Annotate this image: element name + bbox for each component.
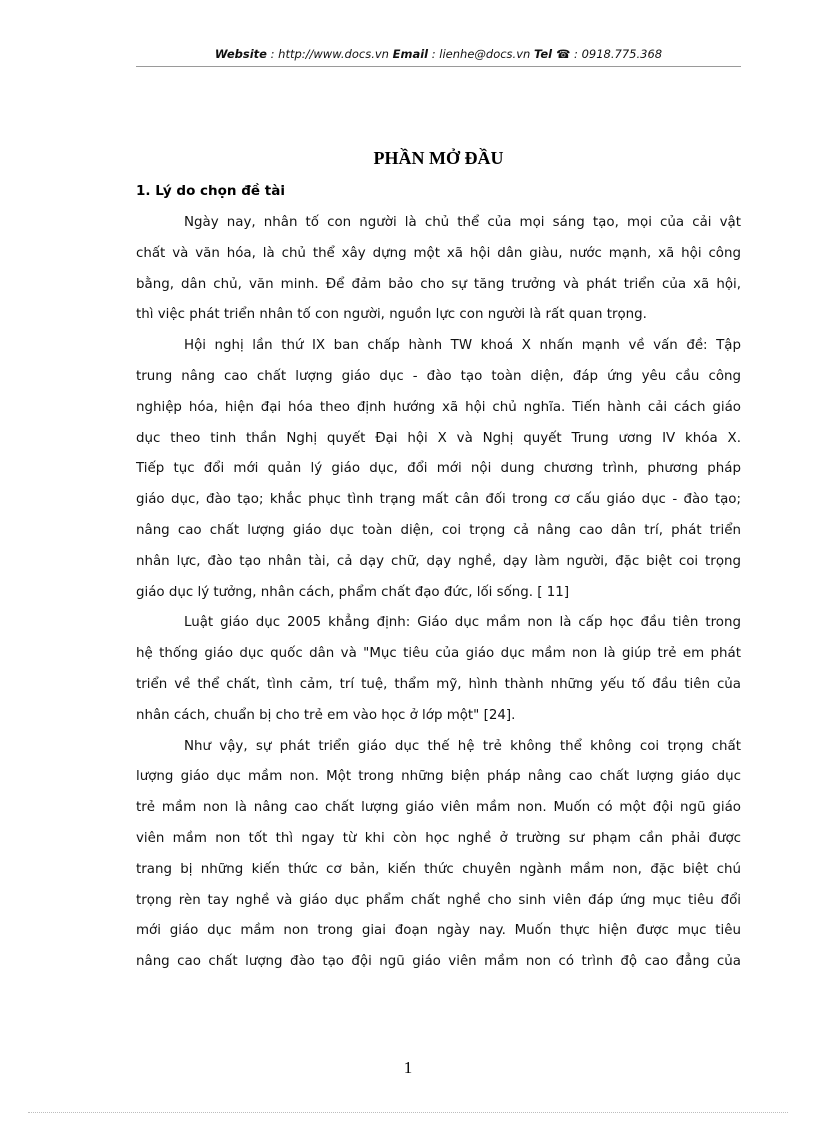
page-header: [136, 47, 741, 61]
text-line: trung nâng cao chất lượng giáo dục - đào tạo toàn diện, đáp ứng yêu cầu công: [136, 368, 741, 384]
email-link[interactable]: lienhe@docs.vn: [439, 47, 531, 61]
website-sep: :: [266, 47, 279, 61]
page-bottom-divider: [28, 1112, 788, 1113]
text-line: nhân lực, đào tạo nhân tài, cả dạy chữ, dạy nghề, dạy làm người, đặc biệt coi trọng: [136, 553, 741, 569]
tel-sep: :: [570, 47, 582, 61]
text-line: giáo dục lý tưởng, nhân cách, phẩm chất đạo đức, lối sống. [ 11]: [136, 584, 570, 600]
text-line: viên mầm non tốt thì ngay từ khi còn học nghề ở trường sư phạm cần phải được: [136, 830, 741, 846]
text-line: trọng rèn tay nghề và giáo dục phẩm chất nghề cho sinh viên đáp ứng mục tiêu đổi: [136, 892, 741, 908]
text-line: Ngày nay, nhân tố con người là chủ thể của mọi sáng tạo, mọi của cải vật: [184, 215, 741, 230]
header-divider: [136, 66, 741, 67]
text-line: dục theo tinh thần Nghị quyết Đại hội X và Nghị quyết Trung ương IV khóa X.: [136, 430, 741, 446]
tel-label: Tel ☎: [533, 47, 571, 61]
text-line: thì việc phát triển nhân tố con người, nguồn lực con người là rất quan trọng.: [136, 307, 647, 323]
website-link[interactable]: http://www.docs.vn: [278, 47, 389, 61]
email-label: Email: [392, 47, 429, 61]
text-line: trang bị những kiến thức cơ bản, kiến thức chuyên ngành mầm non, đặc biệt chú: [136, 861, 741, 877]
text-line: mới giáo dục mầm non trong giai đoạn ngày nay. Muốn thực hiện được mục tiêu: [136, 923, 741, 939]
text-line: Tiếp tục đổi mới quản lý giáo dục, đổi mới nội dung chương trình, phương pháp: [136, 461, 741, 477]
text-line: bằng, dân chủ, văn minh. Để đảm bảo cho sự tăng trưởng và phát triển của xã hội,: [136, 276, 741, 292]
tel-value: 0918.775.368: [581, 47, 663, 61]
text-line: giáo dục, đào tạo; khắc phục tình trạng mất cân đối trong cơ cấu giáo dục - đào tạo;: [136, 492, 741, 508]
text-line: triển về thể chất, tình cảm, trí tuệ, thẩm mỹ, hình thành những yếu tố đầu tiên của: [136, 676, 741, 692]
text-line: hệ thống giáo dục quốc dân và "Mục tiêu của giáo dục mầm non là giúp trẻ em phát: [136, 646, 741, 662]
text-line: Hội nghị lần thứ IX ban chấp hành TW khoá X nhấn mạnh về vấn đề: Tập: [184, 338, 741, 354]
text-line: nghiệp hóa, hiện đại hóa theo định hướng xã hội chủ nghĩa. Tiến hành cải cách giáo: [136, 399, 741, 415]
page-number: 1: [403, 1058, 413, 1077]
text-line: nhân cách, chuẩn bị cho trẻ em vào học ở lớp một" [24].: [136, 707, 516, 723]
website-label: Website: [214, 47, 267, 61]
text-line: Như vậy, sự phát triển giáo dục thế hệ trẻ không thể không coi trọng chất: [184, 738, 741, 754]
email-sep: :: [428, 47, 440, 61]
text-line: chất và văn hóa, là chủ thể xây dựng một xã hội dân giàu, nước mạnh, xã hội công: [136, 245, 741, 261]
text-line: nâng cao chất lượng giáo dục toàn diện, coi trọng cả nâng cao dân trí, phát triển: [136, 522, 741, 538]
body-text: [136, 208, 741, 978]
document-title: PHẦN MỞ ĐẦU: [373, 148, 504, 168]
text-line: Luật giáo dục 2005 khẳng định: Giáo dục mầm non là cấp học đầu tiên trong: [184, 615, 741, 631]
text-line: nâng cao chất lượng đào tạo đội ngũ giáo viên mầm non có trình độ cao đẳng của: [136, 954, 741, 970]
text-line: lượng giáo dục mầm non. Một trong những biện pháp nâng cao chất lượng giáo dục: [136, 769, 741, 785]
section-heading: 1. Lý do chọn đề tài: [136, 183, 285, 199]
text-line: trẻ mầm non là nâng cao chất lượng giáo viên mầm non. Muốn có một đội ngũ giáo: [136, 800, 741, 816]
